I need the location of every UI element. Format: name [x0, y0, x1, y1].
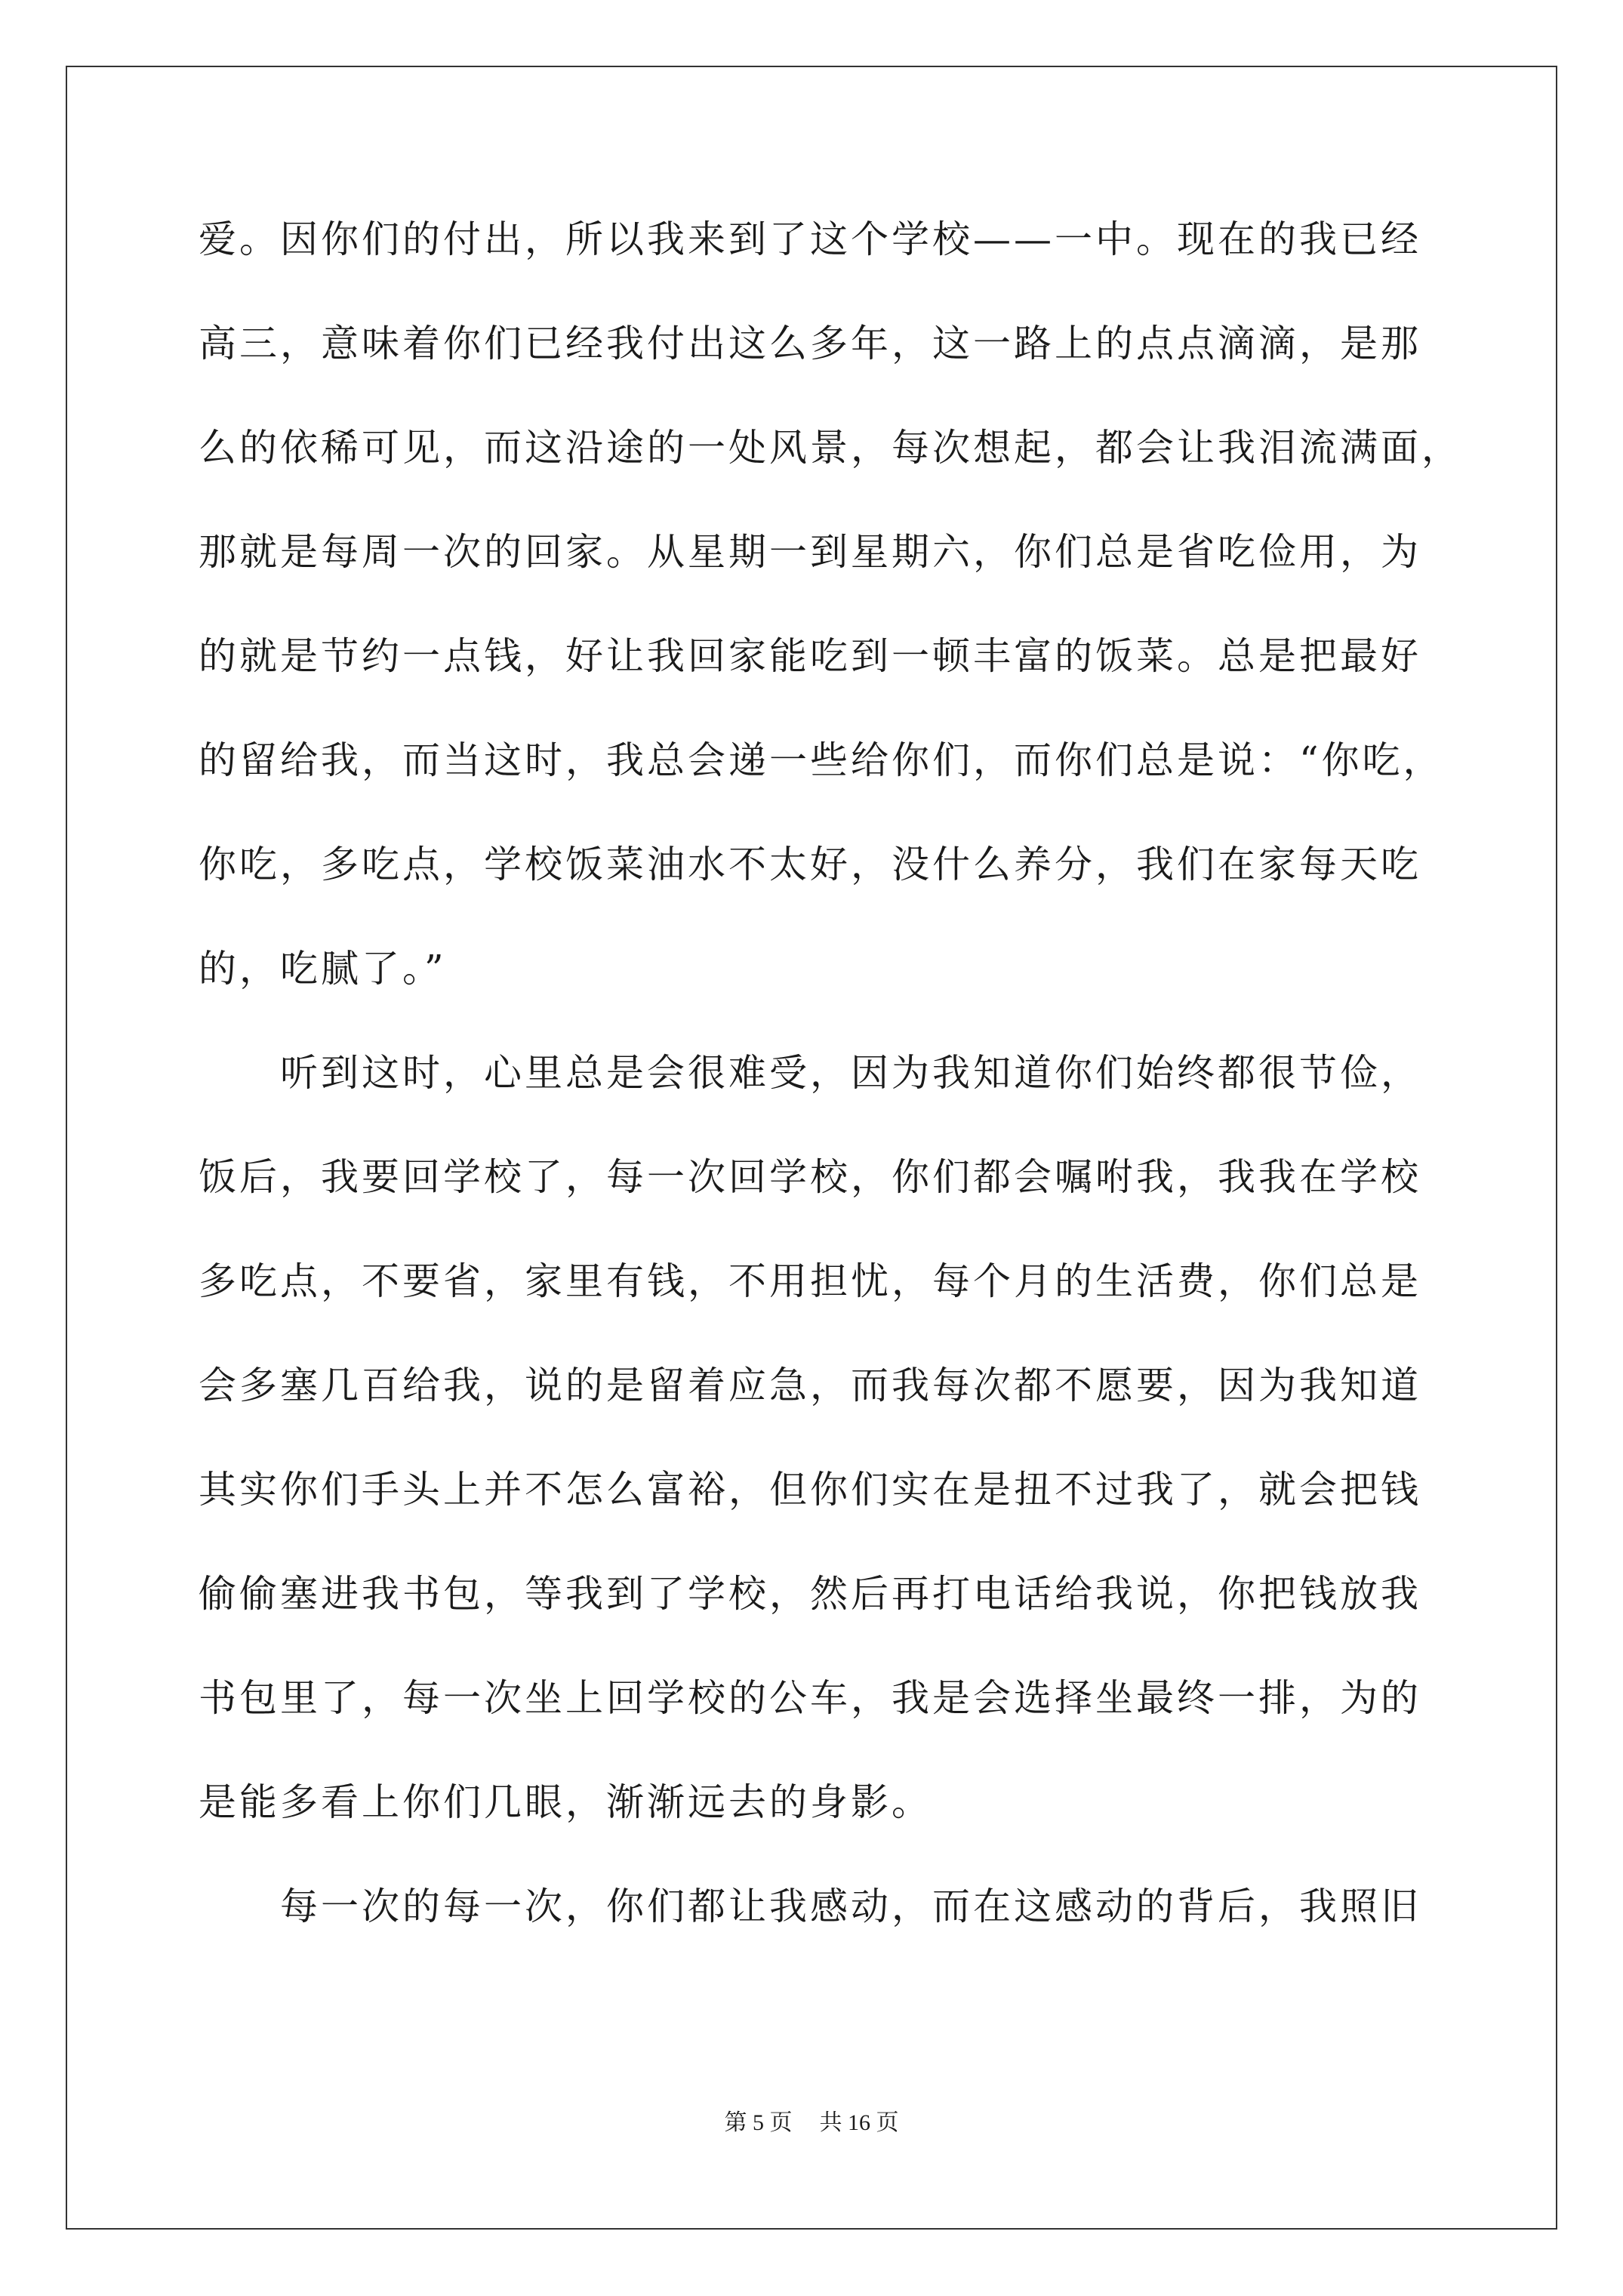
text-line: 多吃点，不要省，家里有钱，不用担忧，每个月的生活费，你们总是 — [199, 1259, 1421, 1303]
page-number: 第 5 页 — [724, 2110, 793, 2135]
text-line: 你吃，多吃点，学校饭菜油水不太好，没什么养分，我们在家每天吃 — [199, 843, 1421, 886]
text-line: 听到这时，心里总是会很难受，因为我知道你们始终都很节俭， — [199, 1051, 1421, 1095]
page-footer — [0, 2103, 1623, 2137]
text-line: 饭后，我要回学校了，每一次回学校，你们都会嘱咐我，我我在学校 — [199, 1155, 1421, 1199]
text-line: 是能多看上你们几眼，渐渐远去的身影。 — [199, 1780, 932, 1824]
text-line: 每一次的每一次，你们都让我感动，而在这感动的背后，我照旧 — [199, 1885, 1421, 1928]
text-line: 的就是节约一点钱，好让我回家能吃到一顿丰富的饭菜。总是把最好 — [199, 634, 1421, 678]
text-line: 高三，意味着你们已经我付出这么多年，这一路上的点点滴滴，是那 — [199, 322, 1421, 365]
text-line: 爱。因你们的付出，所以我来到了这个学校——一中。现在的我已经 — [199, 217, 1421, 261]
text-line: 的留给我，而当这时，我总会递一些给你们，而你们总是说：“你吃， — [199, 738, 1444, 782]
text-line: 会多塞几百给我，说的是留着应急，而我每次都不愿要，因为我知道 — [199, 1364, 1421, 1407]
text-line: 的，吃腻了。” — [199, 947, 447, 991]
text-line: 其实你们手头上并不怎么富裕，但你们实在是扭不过我了，就会把钱 — [199, 1468, 1421, 1512]
document-body — [199, 217, 1462, 1989]
text-line: 偷偷塞进我书包，等我到了学校，然后再打电话给我说，你把钱放我 — [199, 1572, 1421, 1616]
text-line: 么的依稀可见，而这沿途的一处风景，每次想起，都会让我泪流满面， — [199, 426, 1462, 470]
text-line: 那就是每周一次的回家。从星期一到星期六，你们总是省吃俭用，为 — [199, 530, 1421, 574]
page-total: 共 16 页 — [819, 2110, 899, 2135]
text-line: 书包里了，每一次坐上回学校的公车，我是会选择坐最终一排，为的 — [199, 1676, 1421, 1720]
